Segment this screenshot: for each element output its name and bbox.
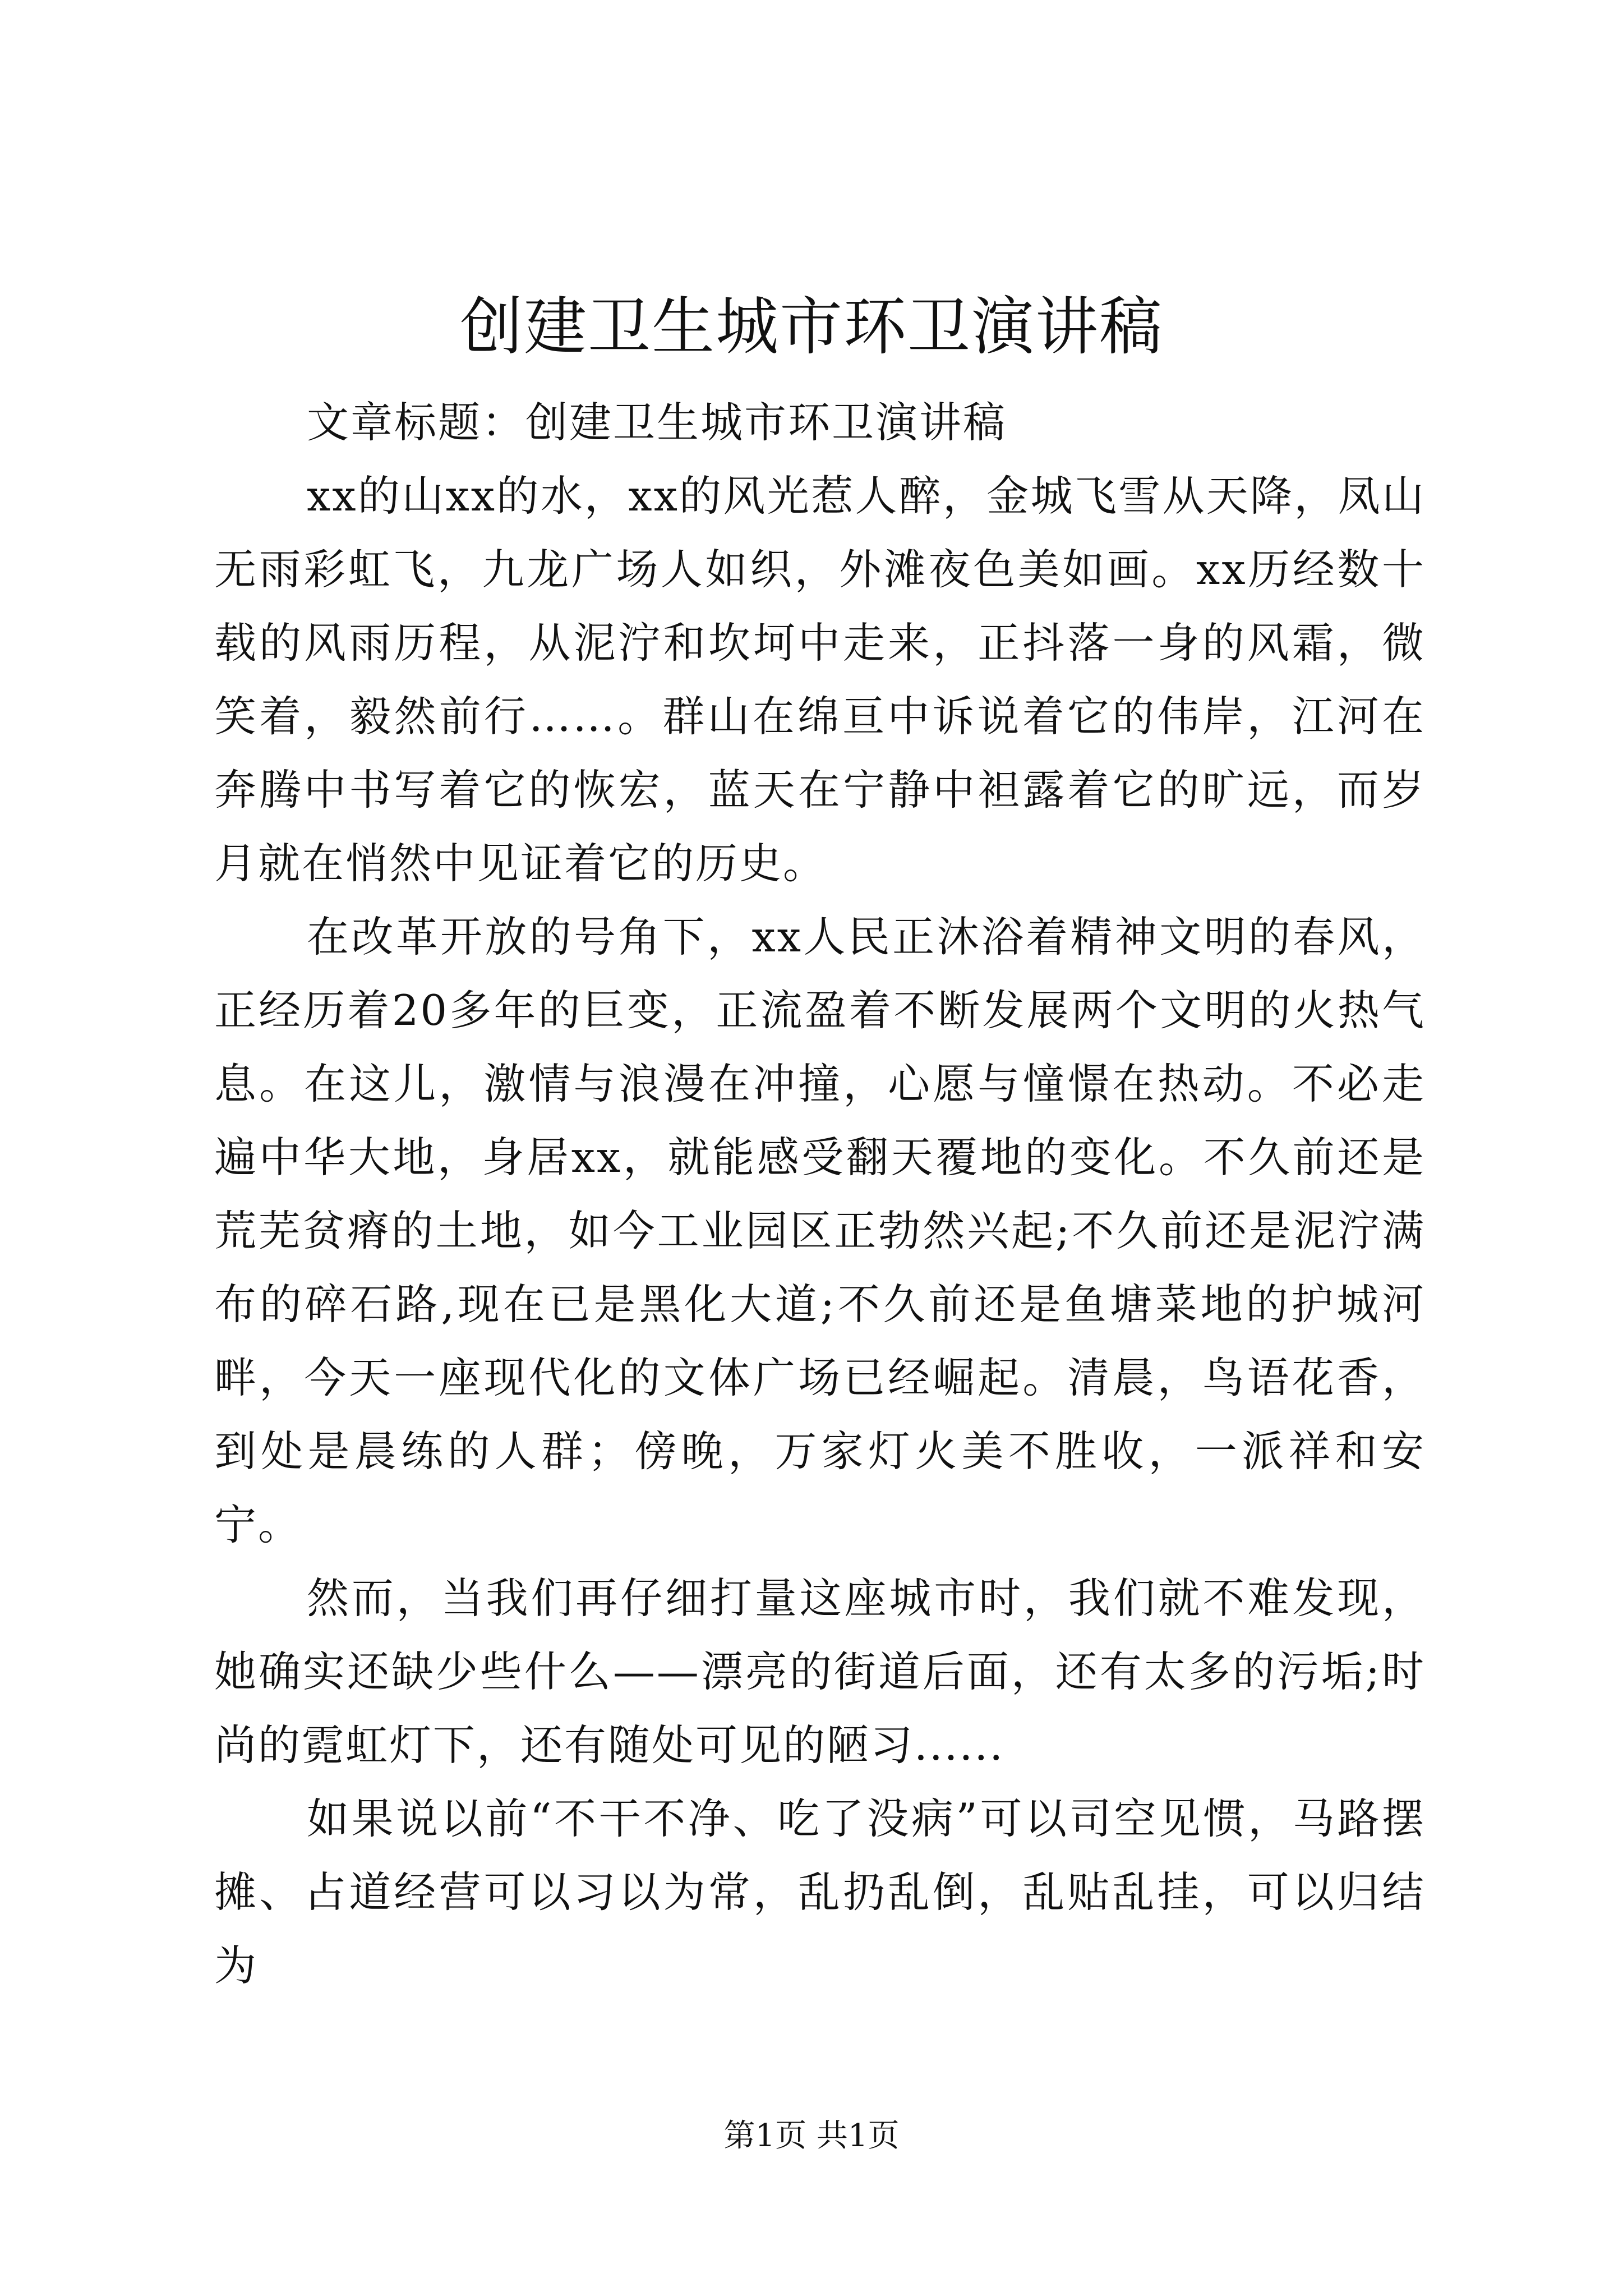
paragraph-3: 然而，当我们再仔细打量这座城市时，我们就不难发现，她确实还缺少些什么——漂亮的街道后面，还有太多的污垢;时尚的霓虹灯下，还有随处可见的陋习...... xyxy=(214,1573,1426,1770)
paragraph-article-title: 文章标题：创建卫生城市环卫演讲稿 xyxy=(307,398,1007,447)
paragraph-4: 如果说以前“不干不净、吃了没病”可以司空见惯，马路摆摊、占道经营可以习以为常，乱扔乱倒，乱贴乱挂，可以归结为 xyxy=(214,1794,1426,1990)
document-body xyxy=(214,386,1426,2003)
page-footer: 第1页 共1页 xyxy=(723,2118,900,2154)
paragraph-1: xx的山xx的水，xx的风光惹人醉，金城飞雪从天降，凤山无雨彩虹飞，九龙广场人如织，外滩夜色美如画。xx历经数十载的风雨历程，从泥泞和坎坷中走来，正抖落一身的风霜，微笑着，毅然前行……。群山在绵亘中诉说着它的伟岸，江河在奔腾中书写着它的恢宏，蓝天在宁静中袒露着它的旷远，而岁月就在悄然中见证着它的历史。 xyxy=(214,471,1426,888)
document-title: 创建卫生城市环卫演讲稿 xyxy=(460,291,1163,364)
paragraph-2: 在改革开放的号角下，xx人民正沐浴着精神文明的春风，正经历着20多年的巨变，正流盈着不断发展两个文明的火热气息。在这儿，激情与浪漫在冲撞，心愿与憧憬在热动。不必走遍中华大地，身居xx，就能感受翻天覆地的变化。不久前还是荒芜贫瘠的土地，如今工业园区正勃然兴起;不久前还是泥泞满布的碎石路,现在已是黑化大道;不久前还是鱼塘菜地的护城河畔，今天一座现代化的文体广场已经崛起。清晨，鸟语花香，到处是晨练的人群；傍晚，万家灯火美不胜收，一派祥和安宁。 xyxy=(214,912,1426,1549)
